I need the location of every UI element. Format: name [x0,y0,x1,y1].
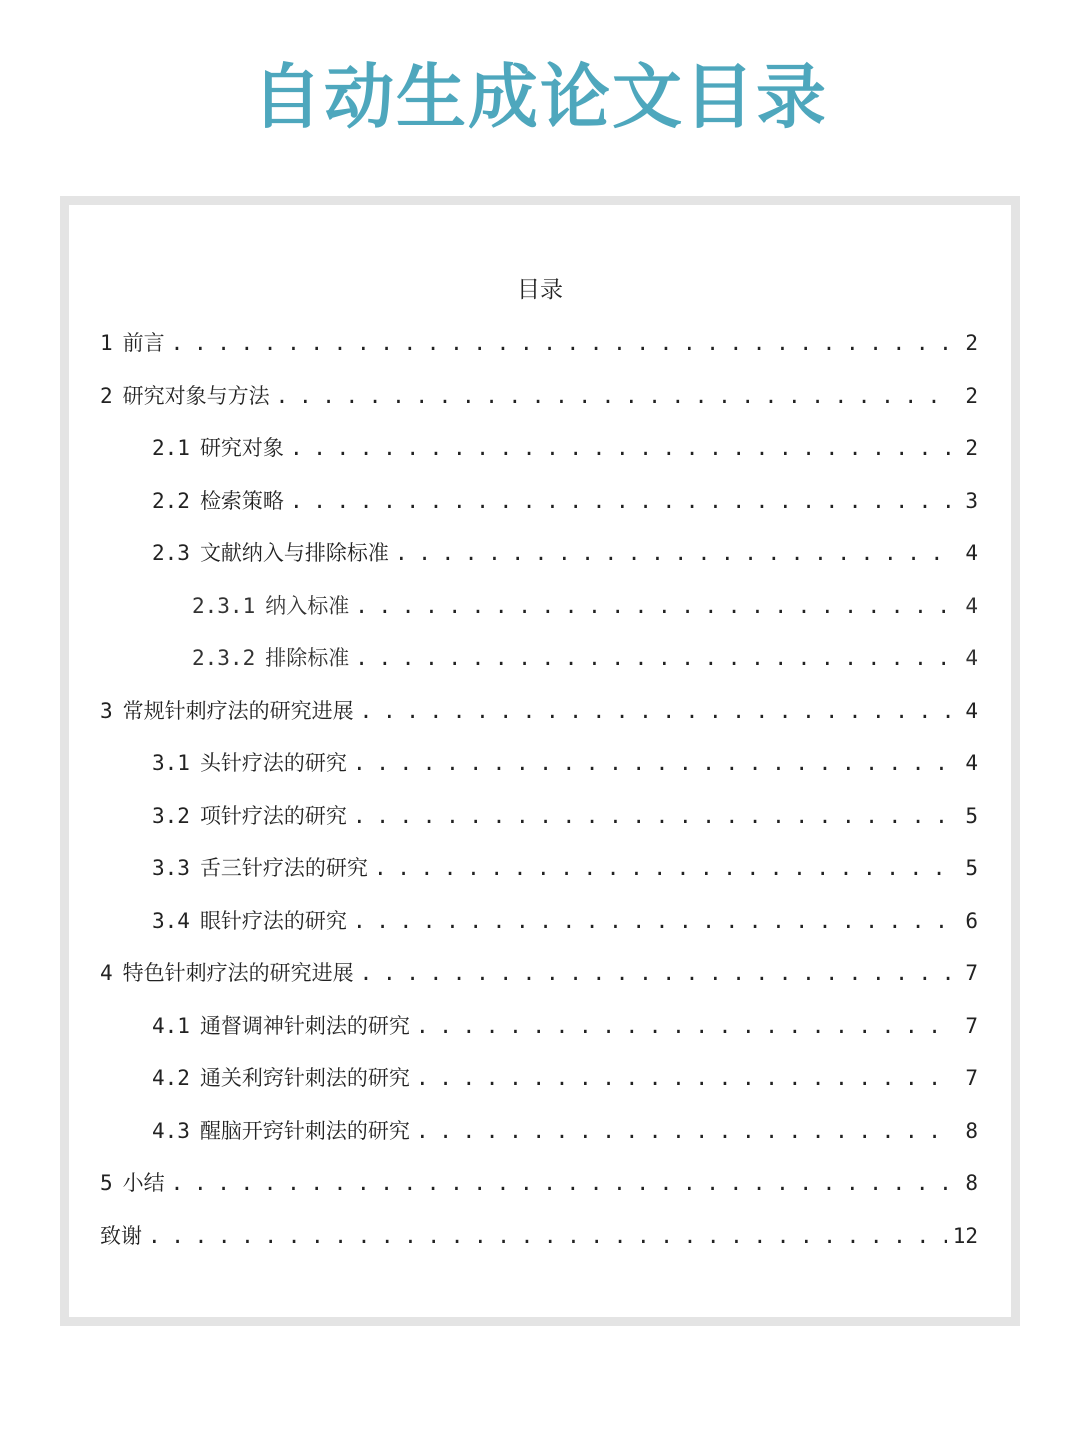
toc-entry[interactable] [100,475,978,528]
toc-dot-leader [360,947,950,1000]
toc-entry-title: 文献纳入与排除标准 [199,541,389,565]
toc-entry-page: 4 [965,593,978,618]
toc-entry[interactable] [100,1105,978,1158]
toc-entry-page: 5 [965,856,978,880]
toc-entry-number: 4.2 [152,1066,190,1090]
toc-entry-page: 6 [965,908,978,933]
toc-entry-number: 2.3.2 [192,646,256,670]
toc-entry[interactable] [100,1052,978,1105]
toc-entry-page: 4 [965,751,978,775]
toc-entry-title: 特色针刺疗法的研究进展 [122,961,354,985]
toc-entry[interactable] [100,947,978,1000]
toc-entry-number: 2.3.1 [192,593,256,618]
toc-entry-page: 3 [965,488,978,513]
toc-entry-number: 4 [100,961,113,985]
page-title: 自动生成论文目录 [252,56,828,138]
toc-entry-number: 3.2 [152,803,190,828]
toc-entry-page: 4 [965,698,978,723]
toc-entry[interactable] [100,1210,978,1263]
toc-dot-leader [416,1000,950,1053]
toc-entry[interactable] [100,370,978,423]
toc-entry-page: 5 [965,803,978,828]
toc-dot-leader [171,1157,950,1210]
toc-entry[interactable] [100,1000,978,1053]
toc-entry-page: 4 [965,646,978,670]
toc-entry-page: 2 [965,331,978,355]
toc-entry-title: 常规针刺疗法的研究进展 [122,698,354,723]
document-preview [60,196,1020,1326]
toc-heading: 目录 [517,277,563,303]
table-of-contents [100,317,978,1262]
toc-entry-title: 纳入标准 [265,593,350,618]
toc-entry-page: 12 [952,1223,978,1248]
toc-entry-title: 致谢 [100,1223,142,1248]
toc-entry-number: 2.2 [152,488,190,513]
toc-dot-leader [148,1210,947,1263]
toc-entry[interactable] [100,527,978,580]
toc-dot-leader [416,1105,950,1158]
toc-entry-title: 醒脑开窍针刺法的研究 [199,1118,410,1143]
toc-entry-number: 4.3 [152,1118,190,1143]
toc-entry[interactable] [100,895,978,948]
toc-entry-title: 研究对象 [199,436,284,460]
toc-dot-leader [355,632,950,685]
toc-entry-page: 2 [965,436,978,460]
toc-dot-leader [353,737,950,790]
toc-entry[interactable] [100,580,978,633]
toc-entry-title: 项针疗法的研究 [199,803,347,828]
toc-dot-leader [355,580,950,633]
toc-entry-number: 3.1 [152,751,190,775]
toc-entry-page: 4 [965,541,978,565]
toc-entry[interactable] [100,842,978,895]
toc-entry-number: 4.1 [152,1013,190,1038]
toc-entry-title: 检索策略 [199,488,284,513]
toc-dot-leader [360,685,950,738]
toc-dot-leader [276,370,950,423]
toc-entry-page: 8 [965,1171,978,1195]
toc-entry-page: 7 [965,961,978,985]
toc-entry-number: 2.3 [152,541,190,565]
toc-entry-number: 1 [100,331,113,355]
toc-entry[interactable] [100,737,978,790]
toc-entry[interactable] [100,317,978,370]
toc-entry-number: 3.4 [152,908,190,933]
toc-entry-page: 8 [965,1118,978,1143]
toc-entry-number: 3 [100,698,113,723]
toc-dot-leader [395,527,950,580]
toc-entry-title: 通督调神针刺法的研究 [199,1013,410,1038]
toc-entry[interactable] [100,1157,978,1210]
toc-entry-title: 研究对象与方法 [122,383,270,408]
toc-entry-number: 5 [100,1171,113,1195]
toc-dot-leader [290,475,950,528]
toc-entry-page: 2 [965,383,978,408]
toc-entry-page: 7 [965,1066,978,1090]
toc-entry-title: 排除标准 [265,646,350,670]
toc-entry[interactable] [100,422,978,475]
toc-entry-number: 2.1 [152,436,190,460]
toc-entry-number: 3.3 [152,856,190,880]
toc-entry[interactable] [100,632,978,685]
toc-dot-leader [353,895,950,948]
toc-dot-leader [171,317,950,370]
toc-entry-title: 通关利窍针刺法的研究 [199,1066,410,1090]
toc-entry[interactable] [100,790,978,843]
toc-entry-title: 舌三针疗法的研究 [199,856,368,880]
toc-entry-title: 前言 [122,331,165,355]
toc-entry-title: 小结 [122,1171,165,1195]
toc-entry-number: 2 [100,383,113,408]
toc-dot-leader [416,1052,950,1105]
toc-dot-leader [290,422,950,475]
toc-dot-leader [353,790,950,843]
toc-entry-title: 头针疗法的研究 [199,751,347,775]
toc-entry[interactable] [100,685,978,738]
toc-dot-leader [374,842,950,895]
toc-entry-page: 7 [965,1013,978,1038]
toc-entry-title: 眼针疗法的研究 [199,908,347,933]
